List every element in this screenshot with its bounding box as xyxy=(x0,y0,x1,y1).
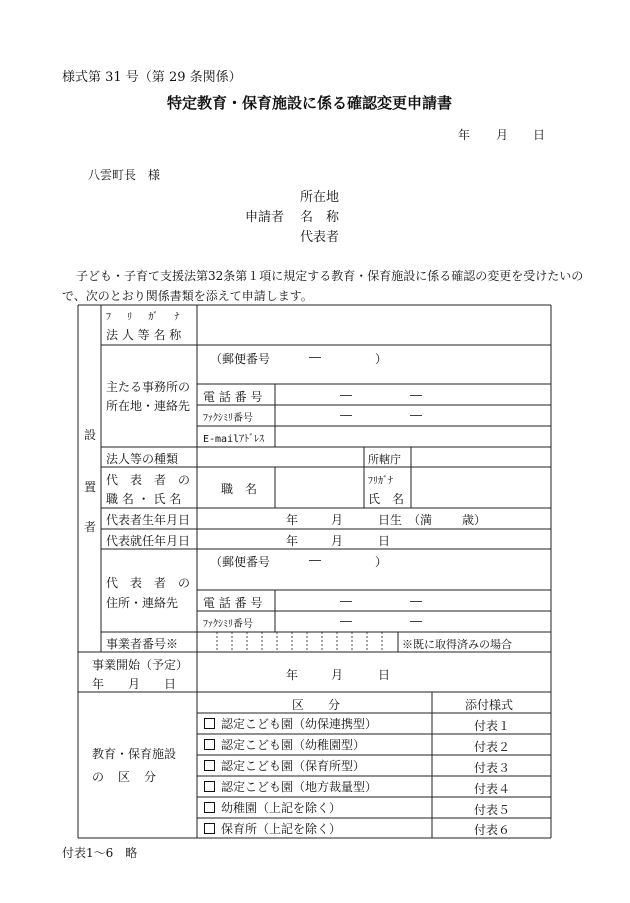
business-start-day: 日 xyxy=(378,668,391,682)
corp-name-field[interactable] xyxy=(198,306,550,344)
birth-month: 月 xyxy=(331,513,344,527)
category-option-label: 保育所（上記を除く） xyxy=(221,821,342,836)
corp-name-label: 法 人 等 名 称 xyxy=(106,328,182,342)
business-start-label-line-1: 事業開始（予定） xyxy=(92,658,189,672)
category-option-label: 認定こども園（保育所型） xyxy=(221,759,366,773)
office-label-line-2: 所在地・連絡先 xyxy=(106,399,191,413)
founder-side-label-2: 置 xyxy=(84,480,97,494)
start-year: 年 xyxy=(286,534,299,548)
rep-phone-dash-2: ― xyxy=(410,594,422,608)
office-phone-label: 電 話 番 号 xyxy=(203,390,263,404)
category-attachment-2: 付表２ xyxy=(474,740,511,754)
category-option-1[interactable] xyxy=(204,713,377,734)
founder-side-label-3: 者 xyxy=(84,520,97,534)
checkbox-icon[interactable] xyxy=(204,718,215,729)
rep-label-line-1: 代 表 者 の xyxy=(106,473,191,487)
category-attachment-1: 付表１ xyxy=(474,719,511,733)
office-phone-dash-2: ― xyxy=(410,388,422,402)
business-start-label-line-2: 年 月 日 xyxy=(92,677,177,691)
date-year-label: 年 xyxy=(458,128,471,142)
footnote: 付表1～6 略 xyxy=(62,846,138,860)
business-number-note: ※既に取得済みの場合 xyxy=(402,638,512,651)
category-option-6[interactable] xyxy=(204,818,341,838)
checkbox-icon[interactable] xyxy=(204,781,215,792)
rep-start-label: 代表就任年月日 xyxy=(106,534,191,548)
category-option-5[interactable] xyxy=(204,797,341,818)
birth-day: 日生 xyxy=(378,513,403,527)
office-phone-dash-1: ― xyxy=(340,388,352,402)
document-title: 特定教育・保育施設に係る確認変更申請書 xyxy=(167,94,453,112)
category-option-label: 認定こども園（幼保連携型） xyxy=(221,717,378,731)
corp-type-label: 法人等の種類 xyxy=(106,452,179,466)
category-label-line-2: の 区 分 xyxy=(92,770,158,784)
rep-label-line-2: 職 名 ・ 氏 名 xyxy=(106,492,182,506)
rep-addr-label-line-2: 住所・連絡先 xyxy=(106,596,179,610)
applicant-label: 申請者 xyxy=(245,210,285,225)
office-fax-label: ﾌｧｸｼﾐﾘ番号 xyxy=(203,413,253,424)
business-start-month: 月 xyxy=(331,668,344,682)
rep-fax-dash-1: ― xyxy=(340,614,352,628)
category-header: 区 分 xyxy=(292,698,341,712)
addressee: 八雲町長 様 xyxy=(88,168,161,182)
date-day-label: 日 xyxy=(533,128,546,142)
applicant-name-label: 名 称 xyxy=(300,210,340,225)
furigana-label: ﾌ ﾘ ｶﾞ ﾅ xyxy=(106,312,181,323)
office-label-line-1: 主たる事務所の xyxy=(106,380,191,394)
founder-side-label-1: 設 xyxy=(84,428,97,442)
start-day: 日 xyxy=(378,534,391,548)
category-option-label: 認定こども園（地方裁量型） xyxy=(221,780,378,794)
office-email-label: E-mailｱﾄﾞﾚｽ xyxy=(203,434,265,445)
form-number: 様式第 31 号（第 29 条関係） xyxy=(62,70,242,85)
checkbox-icon[interactable] xyxy=(204,823,215,834)
date-month-label: 月 xyxy=(496,128,509,142)
rep-furigana-label: ﾌﾘｶﾞﾅ xyxy=(368,476,393,487)
birth-year: 年 xyxy=(286,513,299,527)
category-option-4[interactable] xyxy=(204,776,377,797)
jurisdiction-label: 所轄庁 xyxy=(368,453,401,466)
checkbox-icon[interactable] xyxy=(204,739,215,750)
business-number-label: 事業者番号※ xyxy=(106,637,179,651)
birth-age-open: （満 xyxy=(408,513,433,527)
rep-fax-label: ﾌｧｸｼﾐﾘ番号 xyxy=(203,619,253,630)
office-postal-close: ） xyxy=(375,352,388,366)
applicant-location-label: 所在地 xyxy=(300,190,340,205)
rep-name-label: 氏 名 xyxy=(368,492,405,506)
rep-birth-label: 代表者生年月日 xyxy=(106,513,191,527)
category-option-label: 認定こども園（幼稚園型） xyxy=(221,738,366,752)
category-option-3[interactable] xyxy=(204,755,365,776)
rep-addr-label-line-1: 代 表 者 の xyxy=(106,576,191,590)
office-fax-dash-2: ― xyxy=(410,408,422,422)
category-attachment-6: 付表６ xyxy=(474,823,511,837)
category-option-2[interactable] xyxy=(204,734,365,755)
checkbox-icon[interactable] xyxy=(204,802,215,813)
business-start-year: 年 xyxy=(286,668,299,682)
rep-job-title-label: 職 名 xyxy=(221,482,258,496)
office-postal-dash: ― xyxy=(309,350,321,364)
category-attachment-5: 付表５ xyxy=(474,803,511,817)
attachment-header: 添付様式 xyxy=(465,698,514,712)
office-postal-label: （郵便番号 xyxy=(210,352,271,366)
checkbox-icon[interactable] xyxy=(204,760,215,771)
rep-postal-label: （郵便番号 xyxy=(210,555,271,569)
category-option-label: 幼稚園（上記を除く） xyxy=(221,801,342,815)
rep-postal-close: ） xyxy=(375,555,388,569)
rep-fax-dash-2: ― xyxy=(410,614,422,628)
start-month: 月 xyxy=(331,534,344,548)
category-label-line-1: 教育・保育施設 xyxy=(92,747,177,761)
intro-text-line-1: 子ども・子育て支援法第32条第１項に規定する教育・保育施設に係る確認の変更を受けたいの xyxy=(76,269,584,283)
office-fax-dash-1: ― xyxy=(340,408,352,422)
rep-phone-dash-1: ― xyxy=(340,594,352,608)
rep-postal-dash: ― xyxy=(309,553,321,567)
applicant-representative-label: 代表者 xyxy=(300,230,340,245)
intro-text-line-2: で、次のとおり関係書類を添えて申請します。 xyxy=(62,289,313,303)
category-attachment-4: 付表４ xyxy=(474,782,511,796)
rep-phone-label: 電 話 番 号 xyxy=(203,596,263,610)
birth-age-close: 歳） xyxy=(462,513,487,527)
category-attachment-3: 付表３ xyxy=(474,761,511,775)
